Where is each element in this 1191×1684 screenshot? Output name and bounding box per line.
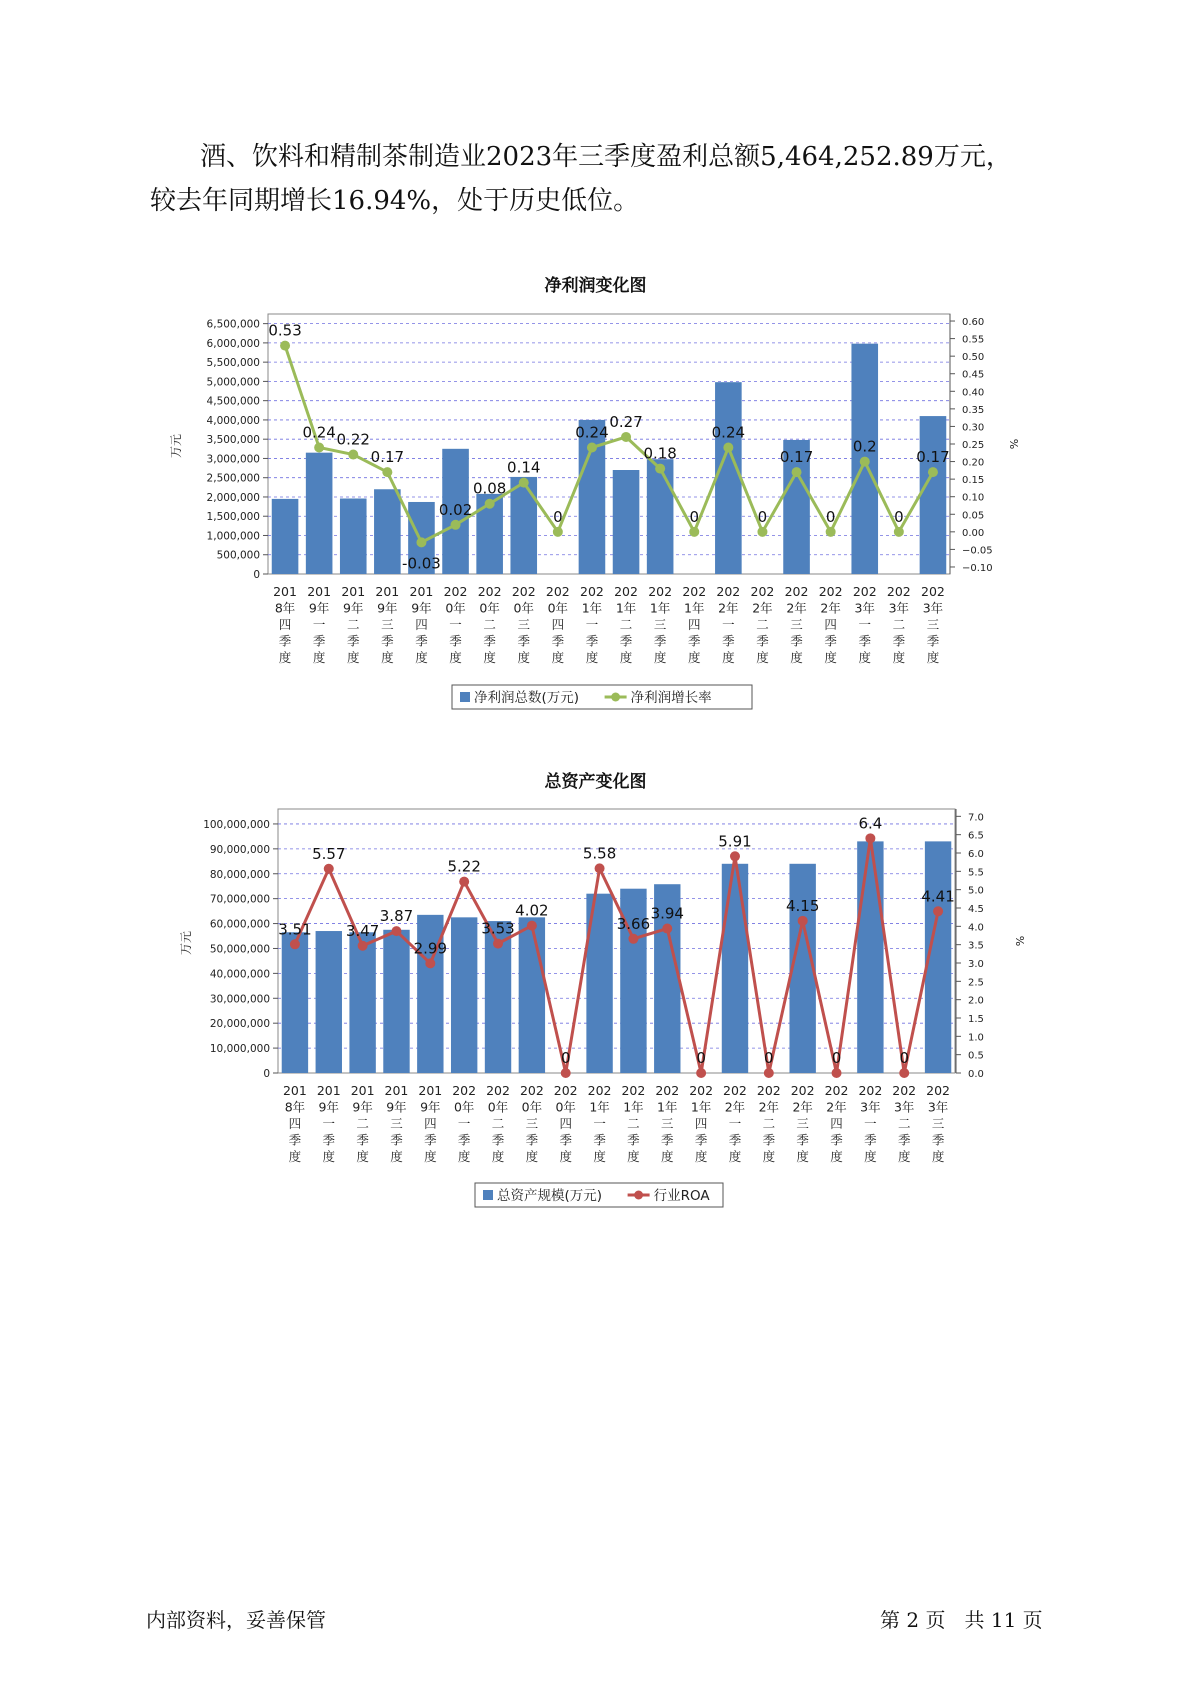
line-point (826, 527, 836, 537)
y-tick-label: 40,000,000 (209, 968, 270, 981)
data-label: 6.4 (858, 814, 883, 833)
line-point (865, 833, 875, 843)
y2-tick-label: 4.0 (968, 922, 984, 934)
intro-line-1: 酒、饮料和精制茶制造业2023年三季度盈利总额5,464,252.89万元， (200, 142, 1012, 172)
y-axis-right (950, 317, 993, 574)
y-tick-label: 6,000,000 (206, 337, 260, 350)
x-tick-label: 202 2年三季度 (790, 1083, 815, 1164)
bar (272, 499, 299, 574)
y-axis-left (203, 819, 278, 1080)
y-axis-label: 万元 (179, 930, 193, 956)
bar (519, 917, 545, 1073)
y-axis-right (956, 812, 984, 1080)
y-tick-label: 4,500,000 (206, 395, 260, 408)
y2-tick-label: 5.5 (968, 867, 984, 879)
line-point (493, 939, 503, 949)
data-label: 0.17 (370, 448, 405, 467)
data-label: 5.58 (582, 844, 617, 863)
bar (613, 470, 640, 574)
legend-line-marker (634, 1191, 643, 1200)
data-label: 5.57 (312, 844, 346, 863)
data-label: 3.94 (650, 904, 684, 923)
line-point (324, 864, 334, 874)
line-point (696, 1068, 706, 1078)
data-label: 0.24 (711, 423, 746, 442)
data-label: 3.47 (345, 921, 380, 940)
y2-axis-label: % (1013, 935, 1026, 947)
bar (722, 864, 748, 1073)
legend-bar-swatch (483, 1190, 493, 1200)
bar (374, 489, 401, 574)
data-label: 0 (894, 507, 904, 526)
y2-tick-label: 0.60 (962, 317, 985, 329)
line-point (792, 467, 802, 477)
x-tick-label: 201 9年一季度 (307, 584, 332, 665)
line-point (798, 916, 808, 926)
data-label: 0.24 (302, 423, 336, 442)
y2-axis-label: % (1007, 438, 1020, 450)
total-assets-chart (0, 795, 1191, 1240)
x-tick-label: 202 3年一季度 (858, 1083, 883, 1164)
y-tick-label: 3,000,000 (206, 453, 260, 466)
bar (316, 931, 342, 1073)
footer-left: 内部资料，妥善保管 (146, 1608, 326, 1632)
x-tick-label: 202 2年二季度 (750, 584, 775, 665)
y2-tick-label: 2.5 (968, 977, 984, 989)
data-label: 2.99 (413, 939, 448, 958)
bar (306, 453, 333, 574)
y-tick-label: 70,000,000 (209, 893, 270, 906)
data-label: 0.24 (575, 423, 609, 442)
data-label: 0.17 (779, 448, 814, 467)
bar (349, 932, 375, 1073)
x-tick-label: 202 1年四季度 (682, 584, 707, 665)
net-profit-chart (0, 300, 1191, 740)
data-label: 0.18 (643, 444, 677, 463)
bar (857, 841, 883, 1073)
x-tick-label: 202 2年四季度 (818, 584, 843, 665)
data-label: 0.27 (609, 412, 643, 431)
line-point (595, 863, 605, 873)
x-tick-label: 201 9年四季度 (409, 584, 434, 665)
data-label: 3.66 (616, 914, 651, 933)
data-label: 0.14 (507, 458, 541, 477)
x-tick-label: 201 9年二季度 (350, 1083, 375, 1164)
y2-tick-label: 0.25 (962, 440, 985, 451)
data-label: 5.91 (718, 832, 752, 851)
x-tick-label: 202 2年三季度 (784, 584, 809, 665)
legend-bar-label: 净利润总数(万元) (474, 690, 580, 706)
line-point (899, 1068, 909, 1078)
x-tick-label: 202 1年四季度 (689, 1083, 714, 1164)
y-axis-left (207, 319, 268, 581)
x-tick-label: 202 3年三季度 (921, 584, 945, 665)
line-point (485, 499, 495, 509)
y-tick-label: 2,500,000 (206, 472, 260, 485)
line-point (290, 939, 300, 949)
data-label: 4.15 (785, 896, 820, 915)
line-point (587, 443, 597, 453)
plot-area (268, 314, 950, 574)
y2-tick-label: 0.50 (962, 352, 985, 364)
y-tick-label: 90,000,000 (209, 843, 270, 856)
y-tick-label: 0 (263, 1068, 270, 1080)
line-point (314, 443, 324, 453)
data-label: 4.41 (921, 887, 955, 906)
x-tick-label: 201 9年一季度 (316, 1083, 341, 1164)
y2-tick-label: 7.0 (968, 812, 984, 824)
y2-tick-label: 2.0 (968, 995, 984, 1007)
x-tick-label: 202 3年二季度 (892, 1083, 917, 1164)
y-tick-label: 2,000,000 (206, 491, 260, 504)
y-tick-label: 20,000,000 (209, 1018, 270, 1031)
legend (475, 1183, 723, 1207)
y-tick-label: 6,500,000 (206, 318, 260, 331)
y-tick-label: 80,000,000 (209, 868, 270, 881)
data-label: 0.22 (336, 430, 370, 449)
y-tick-label: 5,000,000 (206, 376, 260, 389)
x-tick-label: 202 3年二季度 (886, 584, 911, 665)
y2-tick-label: 0.20 (962, 457, 985, 469)
legend-line-label: 净利润增长率 (630, 690, 712, 706)
y2-tick-label: 0.45 (962, 369, 985, 381)
x-tick-label: 201 9年三季度 (384, 1083, 409, 1164)
data-label: 3.87 (379, 907, 414, 926)
y2-tick-label: 0.10 (962, 492, 985, 504)
legend-bar-label: 总资产规模(万元) (497, 1188, 603, 1204)
y-tick-label: 4,000,000 (206, 414, 260, 427)
y2-tick-label: 4.5 (968, 904, 984, 915)
line-point (621, 432, 631, 442)
x-tick-label: 202 1年三季度 (655, 1083, 680, 1164)
x-tick-label: 202 0年二季度 (486, 1083, 510, 1164)
line-point (832, 1068, 842, 1078)
y-tick-label: 3,500,000 (206, 434, 260, 447)
line-point (764, 1068, 774, 1078)
data-label: -0.03 (402, 554, 441, 573)
legend-bar-swatch (460, 692, 470, 702)
data-label: 3.51 (278, 920, 312, 939)
x-tick-label: 202 1年二季度 (621, 1083, 646, 1164)
y2-tick-label: 1.0 (968, 1032, 984, 1044)
line-point (280, 341, 290, 351)
x-tick-label: 202 3年一季度 (852, 584, 877, 665)
data-label: 0 (899, 1049, 909, 1067)
y-tick-label: 1,500,000 (206, 511, 260, 524)
line-point (860, 457, 870, 467)
line-point (451, 520, 461, 530)
y-axis-label: 万元 (169, 433, 183, 459)
x-tick-label: 202 1年三季度 (648, 584, 673, 665)
legend (452, 685, 752, 709)
x-tick-label: 202 0年四季度 (553, 1083, 578, 1164)
data-label: 0.2 (852, 437, 877, 456)
chart-2-title: 总资产变化图 (544, 772, 647, 792)
x-tick-label: 202 3年三季度 (926, 1083, 951, 1164)
y2-tick-label: 0.05 (962, 510, 985, 522)
x-tick-label: 202 2年一季度 (723, 1083, 747, 1164)
line-point (730, 851, 740, 861)
x-tick-label: 202 0年一季度 (443, 584, 468, 665)
y2-tick-label: −0.10 (962, 562, 993, 574)
line-point (928, 467, 938, 477)
y2-tick-label: 0.0 (968, 1069, 984, 1080)
x-tick-label: 202 1年二季度 (614, 584, 638, 665)
line-point (382, 467, 392, 477)
y-tick-label: 50,000,000 (209, 943, 270, 956)
data-label: 5.22 (447, 857, 481, 876)
y-tick-label: 100,000,000 (203, 818, 270, 831)
footer-right: 第 2 页 共 11 页 (880, 1608, 1043, 1632)
x-tick-label: 201 9年二季度 (341, 584, 366, 665)
y2-tick-label: 1.5 (968, 1014, 984, 1025)
line-point (689, 527, 699, 537)
x-tick-label: 202 0年二季度 (477, 584, 502, 665)
x-tick-label: 202 2年四季度 (824, 1083, 849, 1164)
y-tick-label: 10,000,000 (209, 1043, 270, 1056)
bar (920, 416, 947, 574)
data-label: 0 (825, 507, 836, 526)
y2-tick-label: 0.35 (962, 404, 985, 416)
line-point (519, 478, 529, 488)
line-point (527, 921, 537, 931)
bar (282, 932, 308, 1073)
line-point (348, 450, 358, 460)
line-point (662, 924, 672, 934)
intro-line-2: 较去年同期增长16.94%，处于历史低位。 (150, 186, 640, 216)
x-tick-label: 201 8年四季度 (282, 1083, 307, 1164)
y2-tick-label: 0.40 (962, 387, 985, 399)
y-tick-label: 500,000 (216, 549, 260, 562)
line-point (553, 527, 563, 537)
line-point (894, 527, 904, 537)
bar (451, 917, 477, 1073)
line-point (561, 1068, 571, 1078)
line-point (459, 877, 469, 887)
data-label: 0.17 (916, 448, 950, 467)
y2-tick-label: −0.05 (962, 545, 993, 557)
legend-line-label: 行业ROA (653, 1188, 710, 1204)
y2-tick-label: 6.0 (968, 849, 984, 860)
x-tick-label: 202 1年一季度 (580, 584, 604, 665)
x-tick-label: 202 0年一季度 (452, 1083, 477, 1164)
x-tick-label: 202 2年二季度 (756, 1083, 781, 1164)
bar (383, 930, 409, 1073)
data-label: 0.02 (438, 500, 473, 519)
x-tick-label: 201 8年四季度 (273, 584, 297, 665)
y-tick-label: 0 (253, 569, 260, 581)
y-tick-label: 1,000,000 (206, 530, 260, 543)
y2-tick-label: 0.00 (962, 527, 985, 539)
line-point (358, 941, 368, 951)
x-tick-label: 201 9年三季度 (375, 584, 400, 665)
bar (340, 499, 367, 574)
x-tick-label: 202 0年三季度 (511, 584, 536, 665)
data-label: 0 (689, 507, 700, 526)
x-axis-labels (273, 584, 945, 665)
line-point (655, 464, 665, 474)
line-point (723, 443, 733, 453)
line-point (391, 926, 401, 936)
x-tick-label: 202 1年一季度 (587, 1083, 612, 1164)
y2-tick-label: 6.5 (968, 830, 984, 842)
legend-line-marker (611, 693, 620, 702)
line-point (933, 906, 943, 916)
chart-1-title: 净利润变化图 (544, 276, 647, 296)
y-tick-label: 30,000,000 (209, 993, 270, 1006)
data-label: 3.53 (481, 919, 515, 938)
bar (715, 382, 742, 574)
x-tick-label: 202 0年三季度 (519, 1083, 544, 1164)
data-label: 0.53 (268, 321, 302, 340)
y2-tick-label: 0.5 (968, 1050, 984, 1062)
line-point (416, 537, 426, 547)
y-tick-label: 60,000,000 (209, 918, 270, 931)
y2-tick-label: 0.55 (962, 334, 985, 346)
x-axis-labels (283, 1083, 950, 1164)
data-label: 0 (696, 1049, 706, 1067)
y2-tick-label: 5.0 (968, 885, 984, 897)
x-tick-label: 201 9年四季度 (418, 1083, 443, 1164)
y2-tick-label: 3.0 (968, 959, 984, 970)
line-point (628, 934, 638, 944)
x-tick-label: 202 2年一季度 (716, 584, 741, 665)
bar (510, 477, 537, 574)
line-point (425, 958, 435, 968)
x-tick-label: 202 0年四季度 (545, 584, 570, 665)
line-point (757, 527, 767, 537)
data-label: 0 (560, 1049, 571, 1067)
y2-tick-label: 0.15 (962, 475, 985, 487)
data-label: 0.08 (472, 479, 507, 498)
data-label: 4.02 (515, 901, 549, 920)
y-tick-label: 5,500,000 (206, 357, 260, 370)
data-label: 0 (764, 1049, 774, 1067)
bar (647, 459, 674, 574)
data-label: 0 (757, 507, 768, 526)
data-label: 0 (553, 507, 563, 526)
y2-tick-label: 0.30 (962, 422, 985, 434)
y2-tick-label: 3.5 (968, 940, 984, 952)
data-label: 0 (831, 1049, 842, 1067)
